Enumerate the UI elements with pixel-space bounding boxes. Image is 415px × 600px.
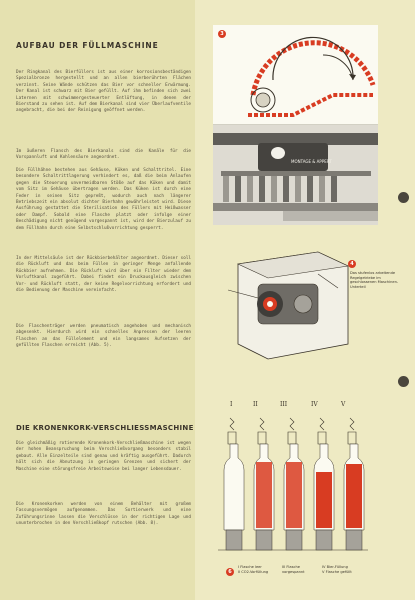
paragraph-3: Die Füllhähne bestehen aus Gehäuse, Küken und Schalttritel. Eine besondere Schaltrittlagerung verhindert es, daß die beim Anlaufen gegen die Steuerung unvermeidbaren Stöße auf das Küken und damit vom Sitz im Gehäuse übertragen werden. Das Küken ist durch eine Feder in seinen Sitz gepreßt, wodurch auch nach längerer Betriebszeit ein absolut dichter Bierhahn gewährleistet wird. Diese Ausführung gestattet die Sterilisation des Füllers mit Heißwasser oder Dampf. Sobald eine Flasche platzt oder infolge einer Beschädigung nicht genügend vorgespannt ist, wird der Bierzulauf zu dem Füllhahn durch eine Selbstschlußvorrichtung gesperrt. xyxy=(16,168,191,231)
stage-label-1: I xyxy=(230,401,233,408)
paragraph-7: Die Kronenkorken werden von einem Behälter mit großem Fassungsvermögen aufgenommen. Das Sortierwerk und eine Zuführungsrinne lassen die Verschlüsse in der richtigen Lage und ununterbrochen in den Verschließkopf rutschen (Abb. 8). xyxy=(16,502,191,527)
paragraph-1: Der Ringkanal des Bierfüllers ist aus einer korrosionsbeständigen Spezialbronze hergestellt und an allen bierberührten Flächen verzinnt. Seine Wände schützen das Bier vor schneller Erwärmung. Der Kanal ist schwarz mit Bier gefüllt. Auf ihm befinden sich zwei Laternen mit schwimmergesteuerter Entlüftung, in denen der Bierstand zu sehen ist. Auf dem Bierkanal sind vier Überlaufventile angebracht, die bei der Reinigung geöffnet werden. xyxy=(16,70,191,114)
figure-6-number: 6 xyxy=(226,568,234,576)
legend-stage-1: I Flasche leer xyxy=(238,565,262,569)
figure-3-number: 3 xyxy=(218,30,226,38)
legend-stage-2: II CO2-Vorfüllung xyxy=(238,570,269,574)
section-heading-crown-cork: DIE KRONENKORK-VERSCHLIESSMASCHINE xyxy=(16,424,194,432)
gearbox-drawing xyxy=(228,244,358,364)
paragraph-6: Die gleichmäßig rotierende Kronenkork-Verschließmaschine ist wegen der hohen Beanspruchung beim Verschließvorgang besonders stabil gebaut. Alle Einzelteile sind genau und kräftig ausgeführt. Dadurch hält sich die Abnutzung in geringen Grenzen und sichert der Maschine eine störungsfreie Arbeitsweise bei langer Lebensdauer. xyxy=(16,441,191,472)
stage-label-5: V xyxy=(341,401,346,408)
legend-stage-4: IV Bier-Füllung xyxy=(322,565,348,569)
section-heading-filling-machine: AUFBAU DER FÜLLMASCHINE xyxy=(16,41,159,50)
figure-3-filling-machine xyxy=(213,25,378,225)
legend-stage-3: III Flasche vorgespannt xyxy=(282,565,305,574)
stage-label-4: IV xyxy=(311,401,318,408)
paragraph-2: Im äußeren Flansch des Bierkanals sind die Kanäle für die Vorspannluft und Kohlensäure angeordnet. xyxy=(16,149,191,161)
stage-label-3: III xyxy=(280,401,288,408)
binder-hole-bottom xyxy=(398,376,409,387)
paragraph-4: In der Mittelsäule ist der Rückbierbehälter angeordnet. Dieser soll die Rückluft und das beim Füllen in geringer Menge anfallende Rückbier aufnehmen. Die Rückluft wird über ein Filter wieder dem Vorluftkanal zugeführt. Dabei findet ein Druckausgleich zwischen Vor- und Rückluft statt, der keine Regelvorrichtung erfordert und die Bedienung der Maschine vereinfacht. xyxy=(16,256,191,294)
manufacturer-plate: MONTAGE & APPERT xyxy=(291,159,332,164)
stage-label-2: II xyxy=(253,401,258,408)
paragraph-5: Die Flaschenträger werden pneumatisch angehoben und mechanisch abgesenkt. Hierdurch wird ein schnelles Anpressen der leeren Flaschen an das Füllelement und ein langsames Aufsetzen der gefüllten Flaschen erreicht (Abb. 5). xyxy=(16,324,191,349)
figure-4-caption: Das stufenlos arbeitende Regelgetriebe im geschlossenen Maschinen-Unterteil xyxy=(350,271,399,289)
figure-4-gearbox xyxy=(228,244,358,364)
figure-4-number: 4 xyxy=(348,260,356,268)
binder-hole-top xyxy=(398,192,409,203)
stage-diagrams xyxy=(218,412,368,572)
legend-stage-5: V Flasche gefüllt xyxy=(322,570,352,574)
filling-machine-drawing xyxy=(213,25,378,225)
